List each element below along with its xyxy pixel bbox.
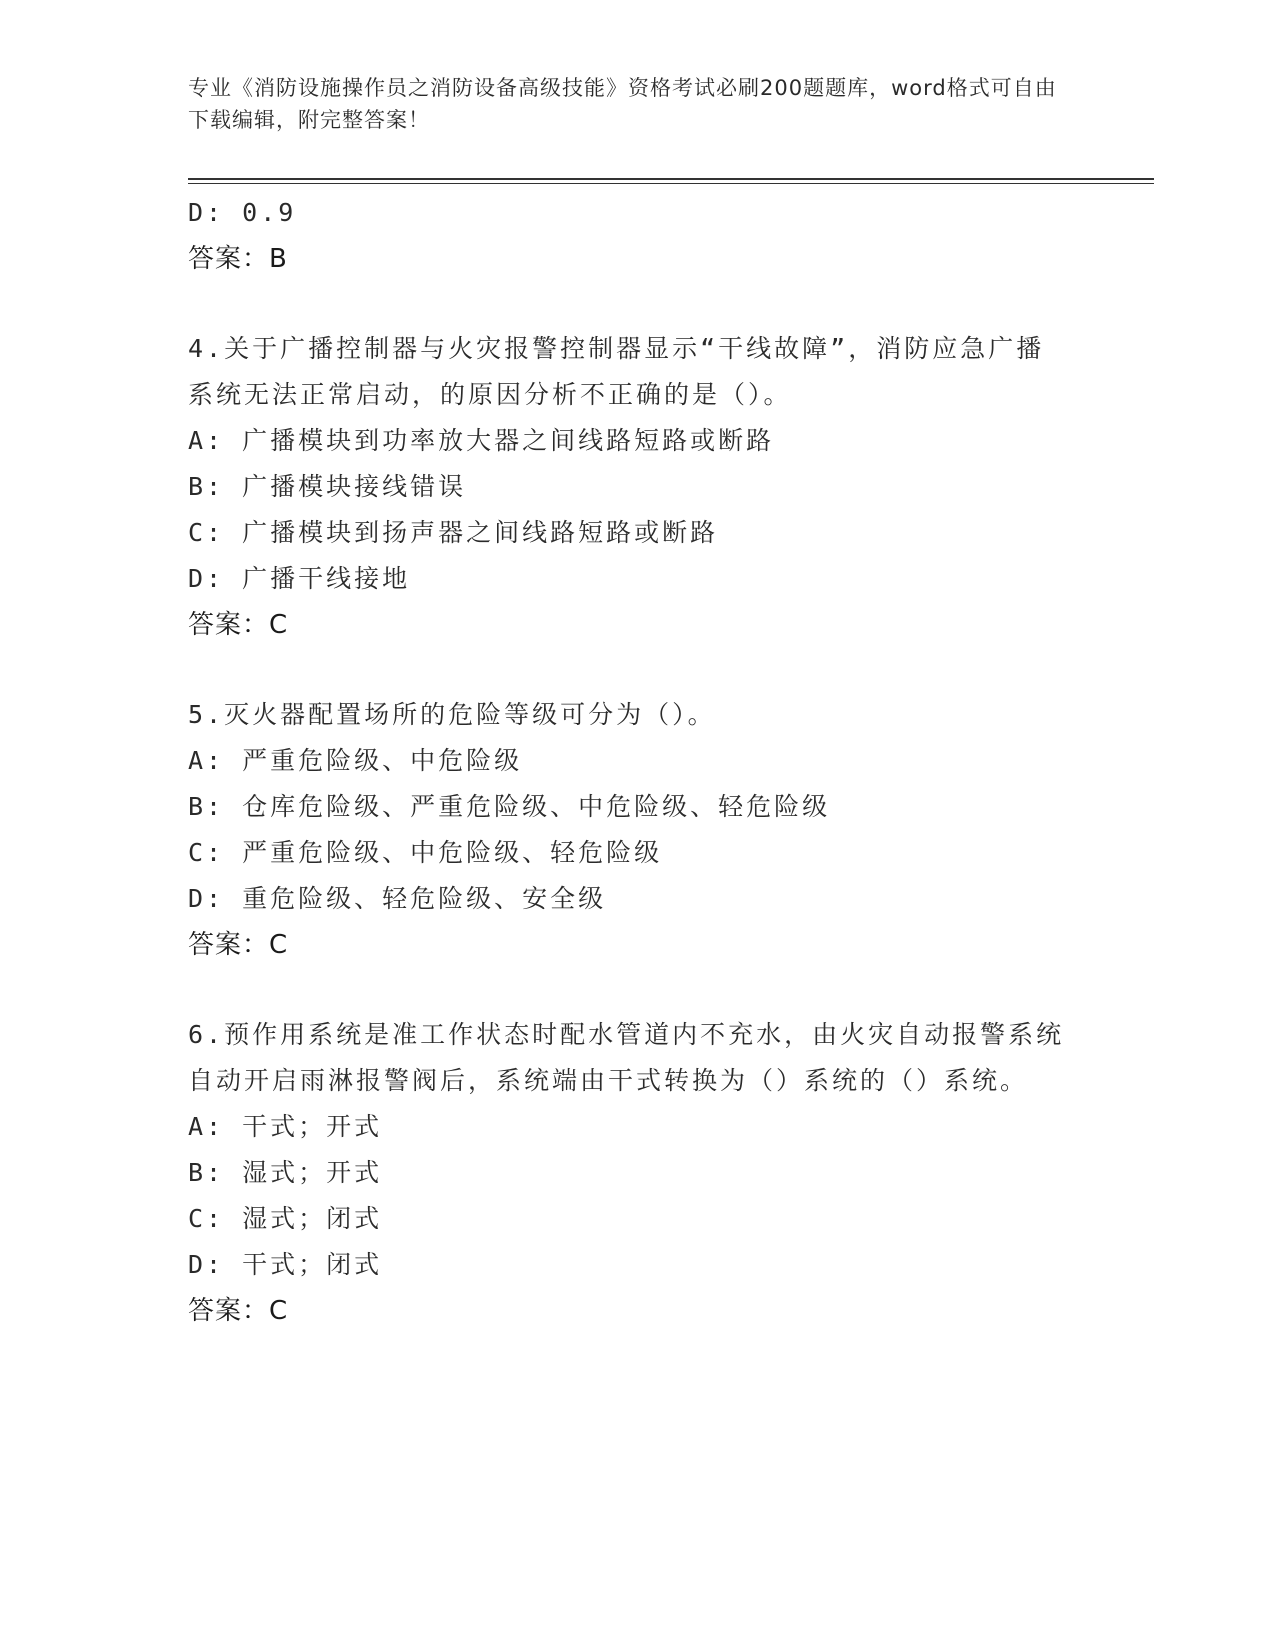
- question-stem: 6.预作用系统是准工作状态时配水管道内不充水，由火灾自动报警系统自动开启雨淋报警阀后，系统端由干式转换为（）系统的（）系统。: [188, 1020, 1065, 1095]
- question-block-6: [188, 1012, 1068, 1334]
- question-stem: 5.灭火器配置场所的危险等级可分为（）。: [188, 700, 716, 729]
- question-block-5: [188, 692, 1068, 968]
- option-a: A: 广播模块到功率放大器之间线路短路或断路: [188, 426, 775, 455]
- option-c: C: 广播模块到扬声器之间线路短路或断路: [188, 518, 719, 547]
- spacer: [188, 648, 1068, 692]
- header-rule-thick: [188, 178, 1154, 180]
- option-b: B: 广播模块接线错误: [188, 472, 467, 501]
- answer-line: 答案：C: [188, 1296, 289, 1326]
- option-b: B: 湿式；开式: [188, 1158, 383, 1187]
- option-a: A: 严重危险级、中危险级: [188, 746, 523, 775]
- option-c: C: 湿式；闭式: [188, 1204, 383, 1233]
- document-header: 专业《消防设施操作员之消防设备高级技能》资格考试必刷200题题库，word格式可自由下载编辑，附完整答案！: [188, 76, 1057, 132]
- spacer: [188, 968, 1068, 1012]
- answer-line: 答案：B: [188, 244, 288, 274]
- question-content: [188, 190, 1068, 1334]
- question-stem: 4.关于广播控制器与火灾报警控制器显示“干线故障”，消防应急广播系统无法正常启动，的原因分析不正确的是（）。: [188, 334, 1045, 409]
- answer-line: 答案：C: [188, 930, 289, 960]
- question-block-4: [188, 326, 1068, 648]
- option-d: D: 重危险级、轻危险级、安全级: [188, 884, 607, 913]
- option-d: D: 0.9: [188, 198, 297, 227]
- spacer: [188, 282, 1068, 326]
- answer-line: 答案：C: [188, 610, 289, 640]
- header-rule-thin: [188, 183, 1154, 184]
- option-d: D: 广播干线接地: [188, 564, 411, 593]
- option-a: A: 干式；开式: [188, 1112, 383, 1141]
- option-d: D: 干式；闭式: [188, 1250, 383, 1279]
- option-c: C: 严重危险级、中危险级、轻危险级: [188, 838, 663, 867]
- option-b: B: 仓库危险级、严重危险级、中危险级、轻危险级: [188, 792, 831, 821]
